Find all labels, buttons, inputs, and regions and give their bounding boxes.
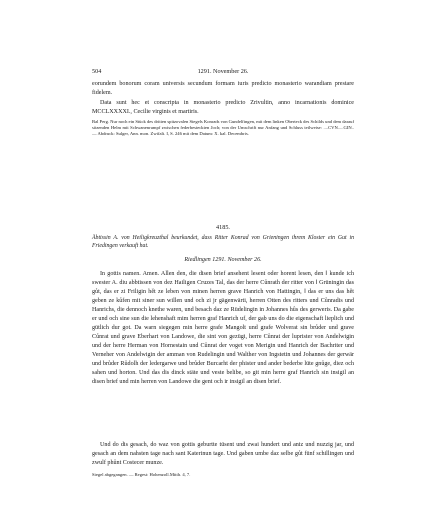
page-number: 504 [92, 68, 102, 75]
document-number: 4185. [216, 224, 230, 231]
document-summary: Äbtissin A. von Heiligkreuzthal beurkundet, dass Ritter Konrad von Grieningen ihrem Kloster ein Gut in Friedingen verkauft hat. [92, 235, 354, 250]
document-note: Siegel abgegangen. — Regest: Hohenzoll.Mitth. 4, 7. [92, 472, 191, 477]
previous-document-dating: Data sunt hec et conscripta in monasterio predicto Zrivultin, anno incarnationis dominice MCCLXXXXI., Cecilie virginis et martiris. [92, 100, 354, 115]
previous-document-end: eorundem bonorum coram universis secundum formam iuris predicto monasterio warandiam prestare fidelem. [92, 81, 354, 96]
document-place-date: Riedlingen 1291. November 26. [184, 257, 262, 263]
document-body-closing: Und do dis gesach, do waz von gottis geburtte tüsent und zwai hundert und aniz und nuzzig jar, und gesach an dem nahsten tage nach sant Katerinun tage. Und gaben umbe daz selbe gůt fünf schillingen und zwulf phůnt Costecer munze. [92, 442, 354, 466]
document-body-paragraph: In gottis namen. Amen. Allen den, die disen brief ansehent lesent oder horent lesen, den ‖ kunde ich swester A. diu abbtissen von dez Hailigen Cruzes Tal, das der herre Cůnrath der ritter von ‖ Grüningin das gůt, das er zi Friligin hět ze leben von minen herren grave Hanrich von Hattingin, ‖ das er uns das hět geben ze kůfen mit siner sun willen und och zi jr gägenwärti, herren Otten des ritters und Cůnradis und Hanrichs, die dennoch knethe waren, und besach daz ze Rüdelingin in Johannes hûs des gerweris. Da gabe er und och sine sun die lehenshaft mim herren graf Hanrich uf, der gab uns do die eigenschaft lieplich und gütlich dur got. Da warn siegegen min herre grafe Mangolt und grafe Wolverat sin brůder und grave Cůnrat und grave Eberhart von Landowe, die sint von gezügi, herre Cůnrat der luprister von Andelwigin und der herre Herman von Hornestain und Cůnrat der voget von Merigin und Hanrich der Bachriter und Verneher von Andelwigin der amman von Rudelingin und Walther von Ingstetin und Johannes der gerwär und brůder Růdolh der ledergarwe und brůder Burcarht der phister und ander bederbe lüte gnůge, diez och sahen und horton. Und das dis dinck stäte und veste belibe, so git min herre graf Hanrich sin insigil an disen brief und min herren von Landowe die gent och ir insigil an disen brief. [92, 271, 354, 385]
running-date: 1291. November 26. [197, 68, 249, 75]
previous-document-note: Bal Perg. Nur noch ein Stück des dritten spitzovalen Siegels Konrads von Gundelfingen, mit dem linken Oberteck des Schilds und dem darauf sitzenden Helm mit Schwanenrumpf zwischen federbesteckten Joch; von der Umschrift nur Anfang und Schluss teilweise: ....CVN.....GIN.. — Abdruck: Sulger, Ann. mon. Zwifalt. I, S. 246 mit dem Datum: X. kal. Decembris. [92, 119, 354, 137]
